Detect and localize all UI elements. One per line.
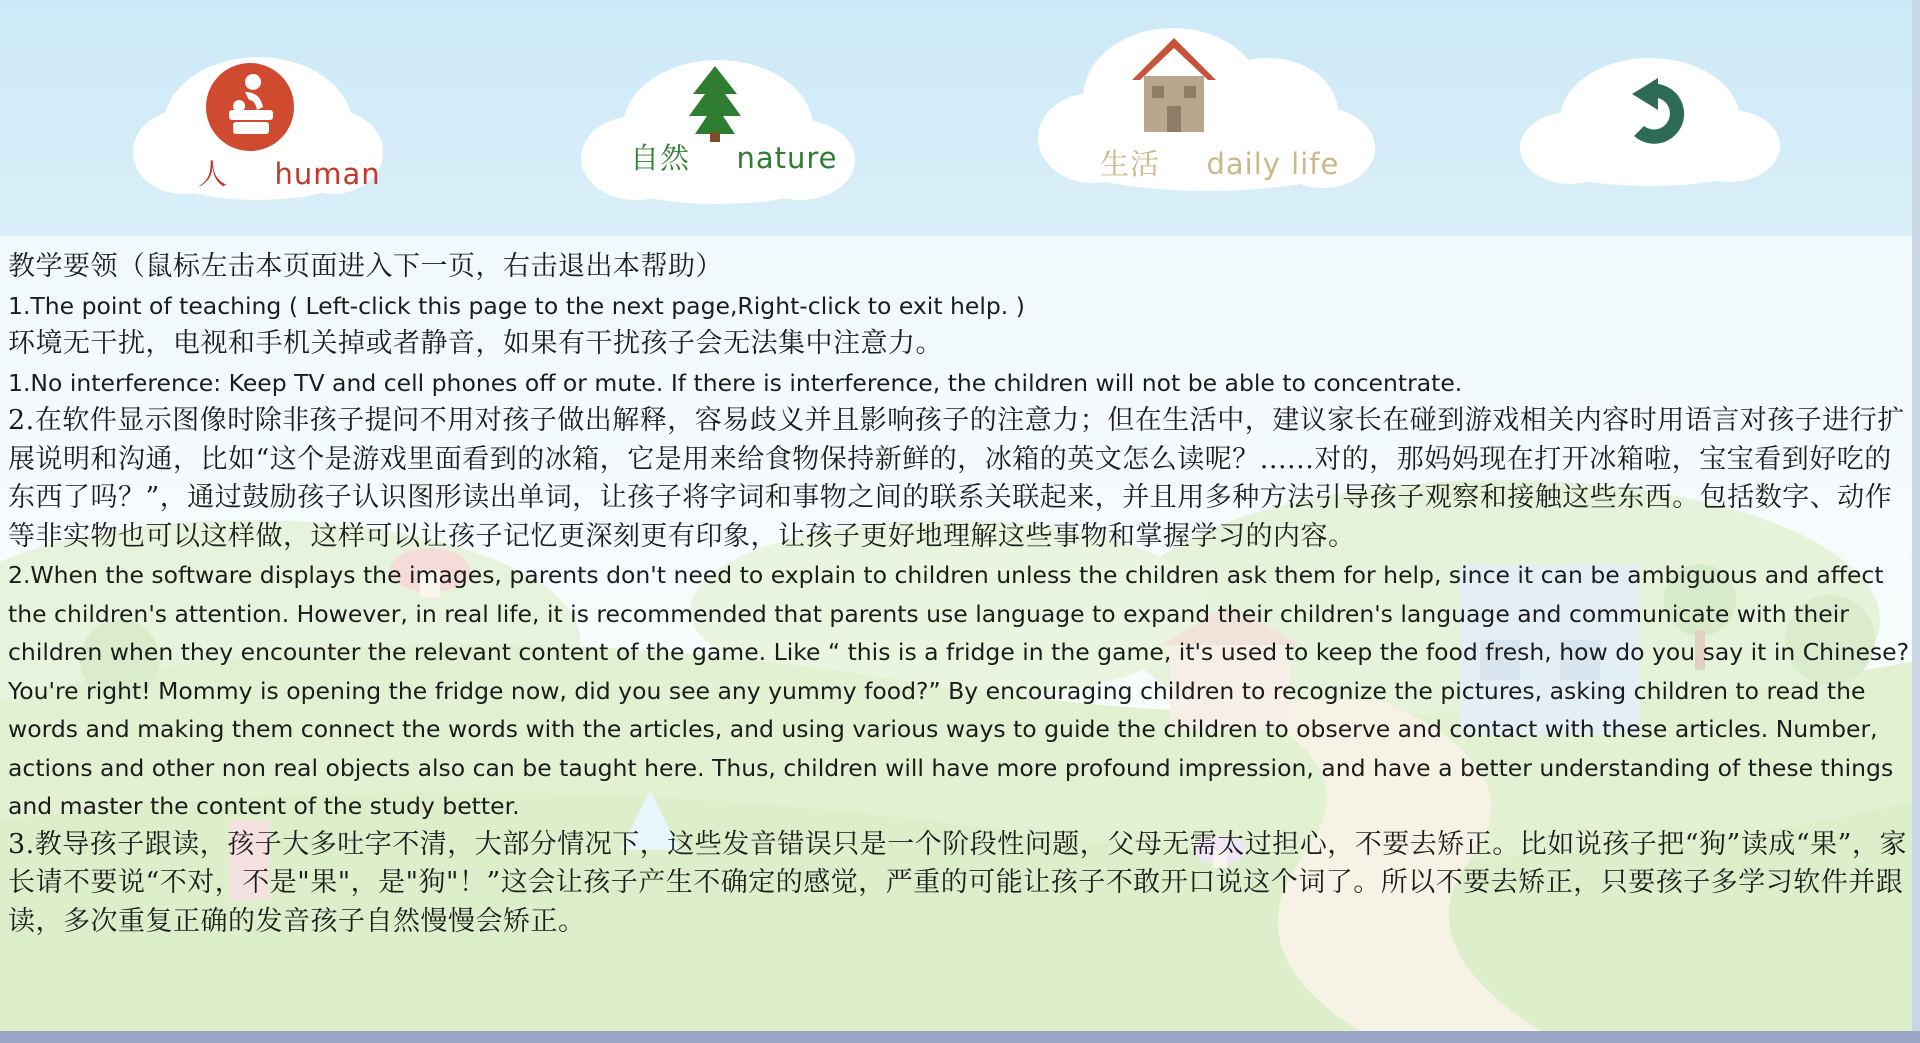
nav-nature-zh: 自然 (630, 141, 691, 175)
back-button[interactable] (1520, 48, 1780, 188)
help-p1-en: 1.No interference: Keep TV and cell phones off or mute. If there is interference, the children will not be able to concentrate. (8, 368, 1463, 397)
person-feeding-baby-icon (205, 62, 295, 152)
nav-nature-en: nature (736, 141, 838, 175)
nav-daily-life-zh: 生活 (1100, 147, 1161, 181)
help-panel[interactable] (0, 236, 1920, 1031)
help-title-en: 1.The point of teaching ( Left-click this page to the next page,Right-click to exit help. ) (8, 291, 1025, 320)
nav-daily-life-en: daily life (1206, 147, 1340, 181)
help-p3-zh: 3.教导孩子跟读，孩子大多吐字不清，大部分情况下，这些发音错误只是一个阶段性问题，父母无需太过担心，不要去矫正。比如说孩子把“狗”读成“果”，家长请不要说“不对，不是"果"，是"狗"！”这会让孩子产生不确定的感觉，严重的可能让孩子不敢开口说这个词了。所以不要去矫正，只要孩子多学习软件并跟读，多次重复正确的发音孩子自然慢慢会矫正。 (8, 828, 1907, 937)
help-p2-en: 2.When the software displays the images, parents don't need to explain to children unless the children ask them for help, since it can be ambiguous and affect the children's attention. However, in real life, it is recommended that parents use language to expand their children's language and communicate with their children when they encounter the relevant content of the game. Like “ this is a fridge in the game, it's used to keep the food fresh, how do you say it in Chinese? You're right! Mommy is opening the fridge now, did you see any yummy food?” By encouraging children to recognize the pictures, asking children to read the words and making them connect the words with the articles, and using various ways to guide the children to observe and contact with these articles. Number, actions and other non real objects also can be taught here. Thus, children will have more profound impression, and have a better understanding of these things and master the content of the study better. (8, 561, 1910, 820)
help-title-zh: 教学要领（鼠标左击本页面进入下一页，右击退出本帮助） (8, 251, 723, 282)
help-p1-zh: 环境无干扰，电视和手机关掉或者静音，如果有干扰孩子会无法集中注意力。 (8, 328, 943, 359)
bottom-bar (0, 1031, 1920, 1043)
house-icon (1130, 36, 1218, 136)
help-p2-zh: 2.在软件显示图像时除非孩子提问不用对孩子做出解释，容易歧义并且影响孩子的注意力；但在生活中，建议家长在碰到游戏相关内容时用语言对孩子进行扩展说明和沟通，比如“这个是游戏里面看到的冰箱，它是用来给食物保持新鲜的，冰箱的英文怎么读呢？......对的，那妈妈现在打开冰箱啦，宝宝看到好吃的东西了吗？”，通过鼓励孩子认识图形读出单词，让孩子将字词和事物之间的联系关联起来，并且用多种方法引导孩子观察和接触这些东西。包括数字、动作等非实物也可以这样做，这样可以让孩子记忆更深刻更有印象，让孩子更好地理解这些事物和掌握学习的内容。 (8, 405, 1905, 552)
window-right-edge (1912, 0, 1920, 1043)
nav-nature-button[interactable] (578, 48, 858, 208)
nav-human-en: human (274, 157, 381, 191)
back-arrow-icon (1614, 78, 1694, 148)
nav-daily-life-button[interactable] (1038, 18, 1378, 198)
nav-human-button[interactable] (133, 42, 383, 202)
pine-tree-icon (685, 64, 745, 144)
nav-human-zh: 人 (198, 157, 229, 191)
